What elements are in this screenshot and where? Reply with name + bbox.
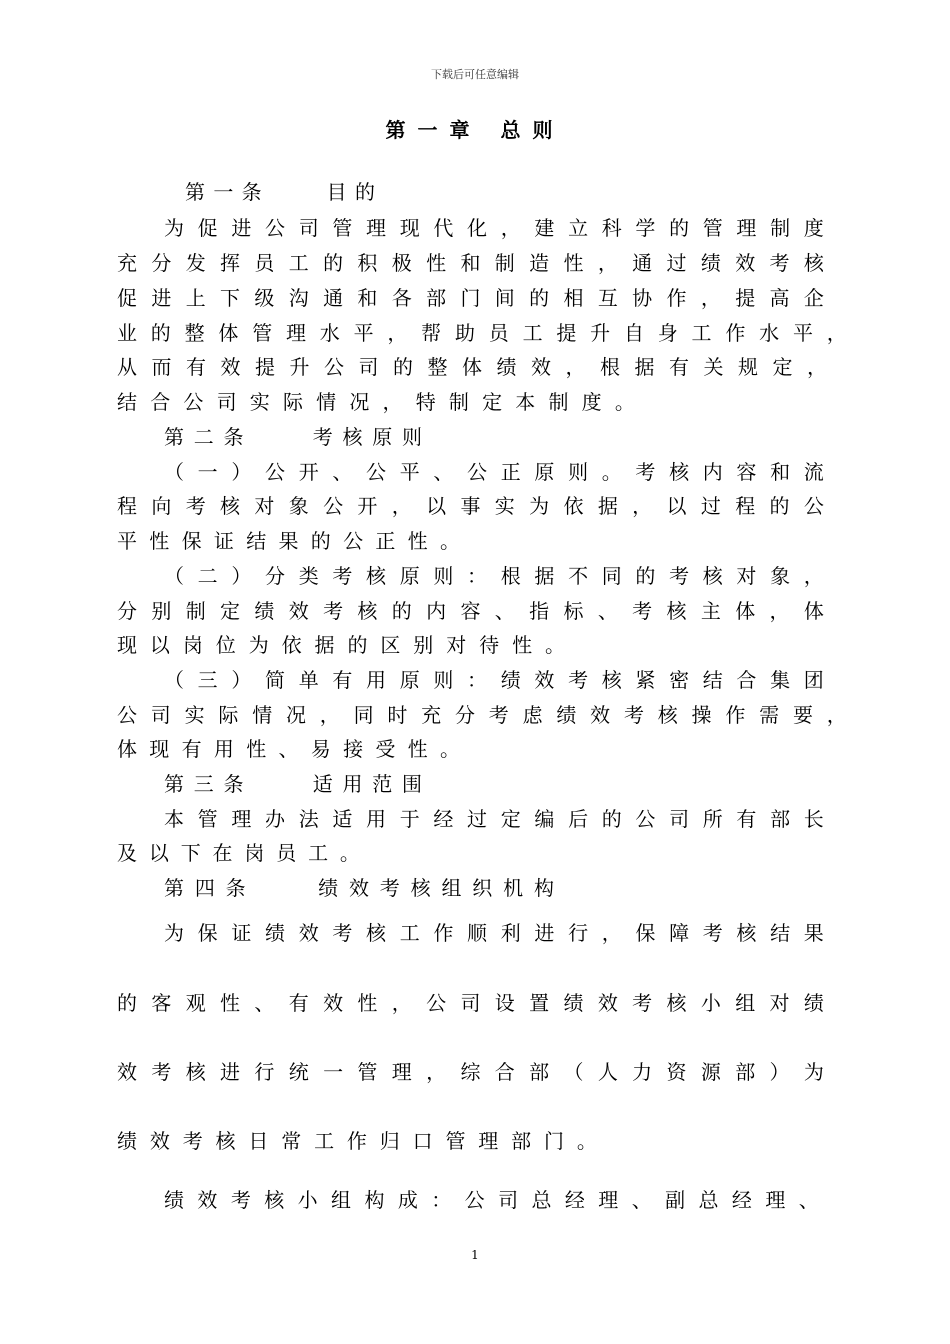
page-number: 1 — [471, 1248, 479, 1262]
paragraph-line: 为 保 证 绩 效 考 核 工 作 顺 利 进 行 ， 保 障 考 核 结 果 — [164, 921, 824, 945]
paragraph-line: 体 现 有 用 性 、 易 接 受 性 。 — [117, 737, 460, 761]
paragraph-line: 效 考 核 进 行 统 一 管 理 ， 综 合 部 （ 人 力 资 源 部 ） 为 — [117, 1060, 824, 1084]
paragraph-line: 绩 效 考 核 小 组 构 成 ： 公 司 总 经 理 、 副 总 经 理 、 — [164, 1188, 819, 1212]
paragraph-line: （ 三 ） 简 单 有 用 原 则 ： 绩 效 考 核 紧 密 结 合 集 团 — [164, 668, 824, 692]
paragraph-line: 现 以 岗 位 为 依 据 的 区 别 对 待 性 。 — [117, 633, 565, 657]
chapter-title: 第一章 总则 — [385, 118, 565, 142]
article-1-heading: 第 一 条 目 的 — [185, 180, 375, 204]
article-3-heading: 第 三 条 适 用 范 围 — [164, 772, 422, 796]
paragraph-line: （ 二 ） 分 类 考 核 原 则 ： 根 据 不 同 的 考 核 对 象 ， — [164, 564, 824, 588]
paragraph-line: 公 司 实 际 情 况 ， 同 时 充 分 考 虑 绩 效 考 核 操 作 需 要 ， — [117, 703, 847, 727]
paragraph-line: 充 分 发 挥 员 工 的 积 极 性 和 制 造 性 ， 通 过 绩 效 考 核 — [117, 251, 824, 275]
article-2-heading: 第 二 条 考 核 原 则 — [164, 425, 422, 449]
paragraph-line: 绩 效 考 核 日 常 工 作 归 口 管 理 部 门 。 — [117, 1129, 597, 1153]
paragraph-line: 的 客 观 性 、 有 效 性 ， 公 司 设 置 绩 效 考 核 小 组 对 绩 — [117, 991, 824, 1015]
paragraph-line: 结 合 公 司 实 际 情 况 ， 特 制 定 本 制 度 。 — [117, 390, 635, 414]
paragraph-line: 促 进 上 下 级 沟 通 和 各 部 门 间 的 相 互 协 作 ， 提 高 企 — [117, 286, 824, 310]
paragraph-line: 及 以 下 在 岗 员 工 。 — [117, 841, 360, 865]
paragraph-line: （ 一 ） 公 开 、 公 平 、 公 正 原 则 。 考 核 内 容 和 流 — [164, 460, 824, 484]
paragraph-line: 平 性 保 证 结 果 的 公 正 性 。 — [117, 529, 460, 553]
paragraph-line: 分 别 制 定 绩 效 考 核 的 内 容 、 指 标 、 考 核 主 体 ， 体 — [117, 599, 824, 623]
paragraph-line: 为 促 进 公 司 管 理 现 代 化 ， 建 立 科 学 的 管 理 制 度 — [164, 216, 824, 240]
article-4-heading: 第 四 条 绩 效 考 核 组 织 机 构 — [164, 876, 554, 900]
paragraph-line: 本 管 理 办 法 适 用 于 经 过 定 编 后 的 公 司 所 有 部 长 — [164, 807, 824, 831]
page-header: 下载后可任意编辑 — [431, 68, 519, 81]
paragraph-line: 从 而 有 效 提 升 公 司 的 整 体 绩 效 ， 根 据 有 关 规 定 ， — [117, 355, 827, 379]
paragraph-line: 程 向 考 核 对 象 公 开 ， 以 事 实 为 依 据 ， 以 过 程 的 公 — [117, 494, 824, 518]
paragraph-line: 业 的 整 体 管 理 水 平 ， 帮 助 员 工 提 升 自 身 工 作 水 平 ， — [117, 321, 847, 345]
